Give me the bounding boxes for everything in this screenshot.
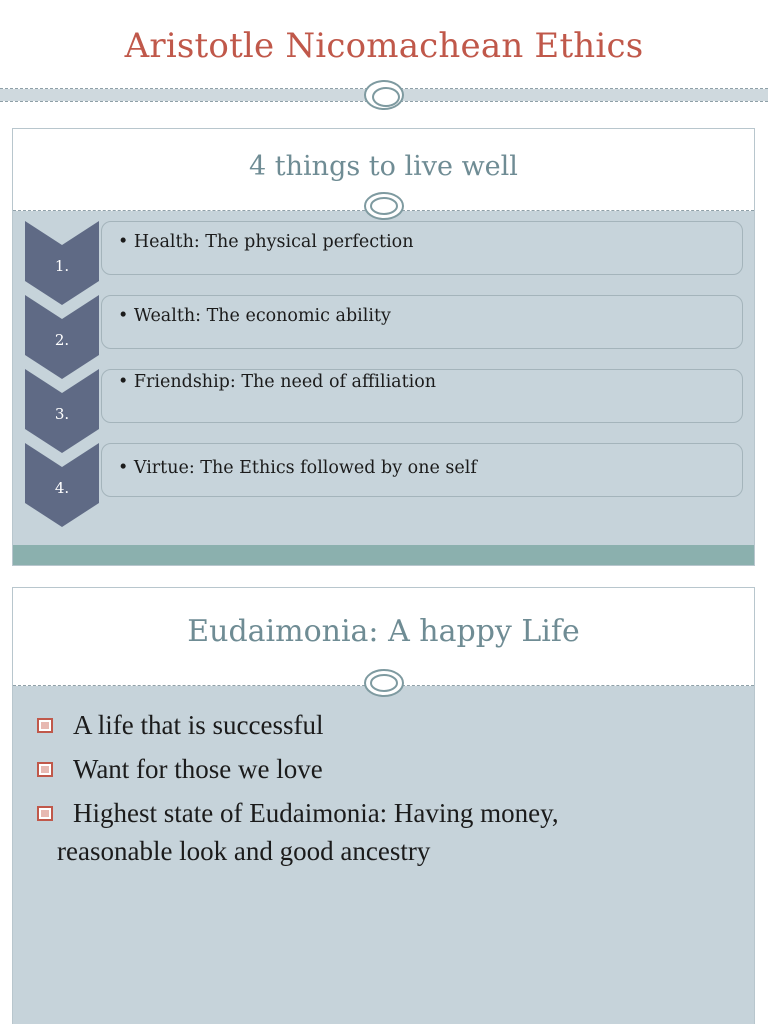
checkbox-bullet-icon xyxy=(37,762,53,777)
step-number: 1. xyxy=(54,257,70,275)
item-text: • Health: The physical perfection xyxy=(118,232,414,252)
chevron-down-icon xyxy=(25,221,99,305)
list-item xyxy=(33,750,743,788)
slide-title: Eudaimonia: A happy Life xyxy=(187,614,580,649)
title-divider xyxy=(0,84,768,106)
item-text: • Virtue: The Ethics followed by one self xyxy=(118,458,477,478)
bullet-list xyxy=(33,706,743,876)
checkbox-bullet-icon xyxy=(37,718,53,733)
list-item xyxy=(101,295,743,349)
step-number: 3. xyxy=(54,405,70,423)
chevron-down-icon xyxy=(25,443,99,527)
ring-ornament-icon xyxy=(364,80,404,110)
ring-ornament-icon xyxy=(363,191,405,221)
slide-eudaimonia xyxy=(12,587,755,1024)
ring-ornament-icon xyxy=(363,668,405,698)
bullet-text: A life that is successful xyxy=(73,710,324,740)
chevron-down-icon xyxy=(25,369,99,453)
list-item-continuation xyxy=(33,832,743,870)
bullet-text: Want for those we love xyxy=(73,754,323,784)
chevron-down-icon xyxy=(25,295,99,379)
checkbox-bullet-icon xyxy=(37,806,53,821)
list-item xyxy=(101,443,743,497)
item-text: • Wealth: The economic ability xyxy=(118,306,391,326)
slide-footer-bar xyxy=(13,545,754,565)
slide-title: 4 things to live well xyxy=(249,151,518,182)
document-title: Aristotle Nicomachean Ethics xyxy=(124,26,644,66)
item-text: • Friendship: The need of affiliation xyxy=(118,372,437,392)
list-item xyxy=(101,221,743,275)
bullet-text: Highest state of Eudaimonia: Having money, xyxy=(73,798,559,828)
list-item xyxy=(33,706,743,744)
step-number: 2. xyxy=(54,331,70,349)
list-item xyxy=(33,794,743,832)
bullet-text: reasonable look and good ancestry xyxy=(57,836,431,866)
slide-four-things xyxy=(12,128,755,566)
list-item xyxy=(101,369,743,423)
step-number: 4. xyxy=(54,479,70,497)
